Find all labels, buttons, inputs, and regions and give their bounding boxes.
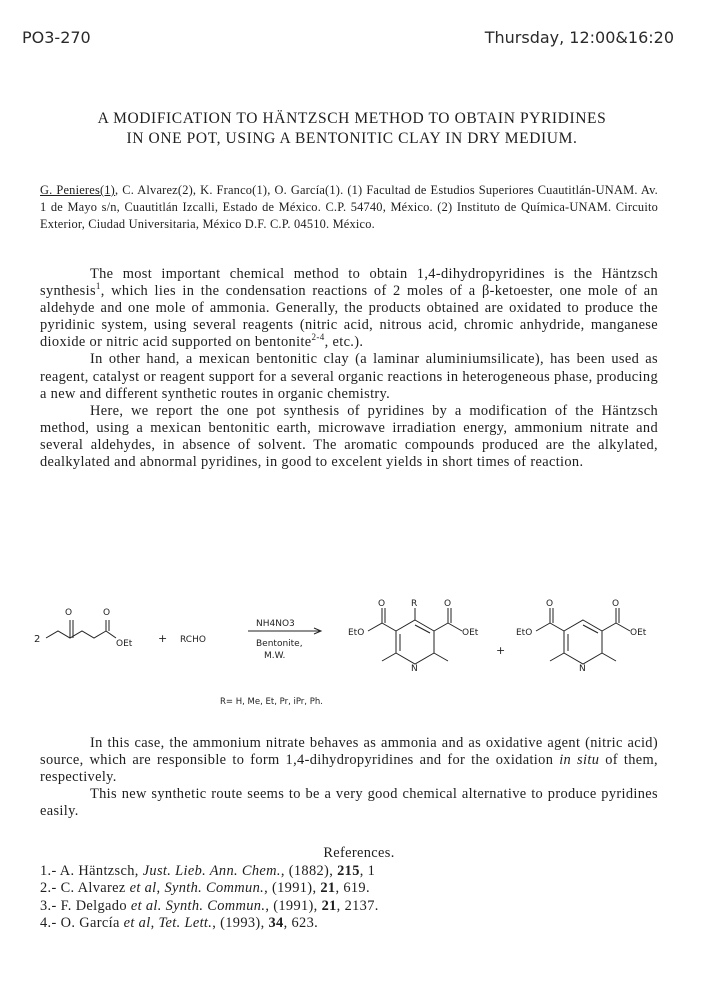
conditions-line-1: Bentonite, xyxy=(256,639,303,649)
ester-oxygen: O xyxy=(103,608,111,618)
p4-in-situ: in situ xyxy=(559,752,600,769)
references-heading: References. xyxy=(323,845,395,861)
authors-affiliations xyxy=(40,182,658,233)
reference-item: 2.- C. Alvarez et al, Synth. Commun., (1991), 21, 619. xyxy=(40,880,370,897)
p1-text-c: , etc.). xyxy=(324,334,364,351)
r-group-list: R= H, Me, Et, Pr, iPr, Ph. xyxy=(220,697,323,707)
product2-eto-label: EtO xyxy=(516,628,533,638)
p4-text-a: In this case, the ammonium nitrate behaves as ammonia and as oxidative agent (nitric acid) source, which are responsible to form 1,4-dihydropyridines and for the oxidation xyxy=(40,735,658,769)
reaction-scheme xyxy=(30,598,674,708)
product2-nitrogen: N xyxy=(579,664,586,674)
paragraph-5: This new synthetic route seems to be a very good chemical alternative to produce pyridines easily. xyxy=(40,786,658,820)
product1-r-label: R xyxy=(411,599,418,609)
p1-text-b: , which lies in the condensation reactions of 2 moles of a β-ketoester, one mole of an aldehyde and one mole of ammonia. Generally, the products obtained are oxidated to produce the pyridinic system, using several reagents (nitric acid, nitrous acid, chromic anhydride, manganese dioxide or nitric acid supported on bentonite xyxy=(40,283,658,351)
product1-oxygen-right: O xyxy=(444,599,452,609)
pyridine-ring-1 xyxy=(396,620,434,664)
paragraph-3: Here, we report the one pot synthesis of pyridines by a modification of the Häntzsch method, using a mexican bentonitic earth, microwave irradiation energy, ammonium nitrate and several aldehydes, in absence of solvent. The aromatic compounds produced are the alkylated, dealkylated and abnormal pyridines, in good to excelent yields in short times of reaction. xyxy=(40,402,658,471)
p4-text-b: of them, respectively. xyxy=(40,752,658,786)
reference-item: 1.- A. Häntzsch, Just. Lieb. Ann. Chem., (1882), 215, 1 xyxy=(40,862,376,879)
paper-title xyxy=(20,109,684,149)
session-time: Thursday, 12:00&16:20 xyxy=(484,28,674,47)
p1-text-a: The most important chemical method to obtain 1,4-dihydropyridines is the Häntzsch synthesis xyxy=(40,266,658,300)
abstract-body-continued xyxy=(40,735,658,820)
product2-oxygen-right: O xyxy=(612,599,620,609)
title-line-2: IN ONE POT, USING A BENTONITIC CLAY IN DRY MEDIUM. xyxy=(126,130,578,147)
reference-item: 3.- F. Delgado et al. Synth. Commun., (1991), 21, 2137. xyxy=(40,897,379,914)
product2-oxygen-left: O xyxy=(546,599,554,609)
presenting-author: G. Penieres(1) xyxy=(40,183,116,197)
oet-label: OEt xyxy=(116,639,133,649)
product1-eto-label: EtO xyxy=(348,628,365,638)
authors-rest: , C. Alvarez(2), K. Franco(1), O. García(1). (1) Facultad de Estudios Superiores Cuautitlán-UNAM. Av. 1 de Mayo s/n, Cuautitlán Izcalli, Estado de México. C.P. 54740, México. (2) Instituto de Química-UNAM. Circuito Exterior, Ciudad Universitaria, México D.F. C.P. 04510. México. xyxy=(40,183,658,231)
plus-sign-1: + xyxy=(158,632,168,645)
product1-oxygen-left: O xyxy=(378,599,386,609)
product1-oet-label: OEt xyxy=(462,628,479,638)
conditions-line-2: M.W. xyxy=(264,651,286,661)
reference-item: 4.- O. García et al, Tet. Lett., (1993), 34, 623. xyxy=(40,915,319,932)
plus-sign-2: + xyxy=(496,644,506,657)
abstract-body xyxy=(40,266,658,471)
aldehyde-label: RCHO xyxy=(180,635,206,645)
paragraph-2: In other hand, a mexican bentonitic clay (a laminar aluminiumsilicate), has been used as reagent, catalyst or reagent support for a several organic reactions in heterogeneous phase, producing a new and different synthetic routes in organic chemistry. xyxy=(40,351,658,402)
product2-oet-label: OEt xyxy=(630,628,647,638)
ketoester-chain xyxy=(46,631,106,638)
product1-nitrogen: N xyxy=(411,664,418,674)
references-section xyxy=(40,845,658,933)
paragraph-1 xyxy=(40,266,658,351)
abstract-code: PO3-270 xyxy=(22,28,91,47)
reagent-label: NH4NO3 xyxy=(256,619,295,629)
coefficient-2: 2 xyxy=(34,634,41,645)
pyridine-ring-2 xyxy=(564,620,602,664)
citation-1: 1 xyxy=(95,281,101,292)
ketone-oxygen: O xyxy=(65,608,73,618)
citation-2-4: 2-4 xyxy=(311,332,325,343)
title-line-1: A MODIFICATION TO HÄNTZSCH METHOD TO OBTAIN PYRIDINES xyxy=(97,110,607,127)
paragraph-4 xyxy=(40,735,658,786)
